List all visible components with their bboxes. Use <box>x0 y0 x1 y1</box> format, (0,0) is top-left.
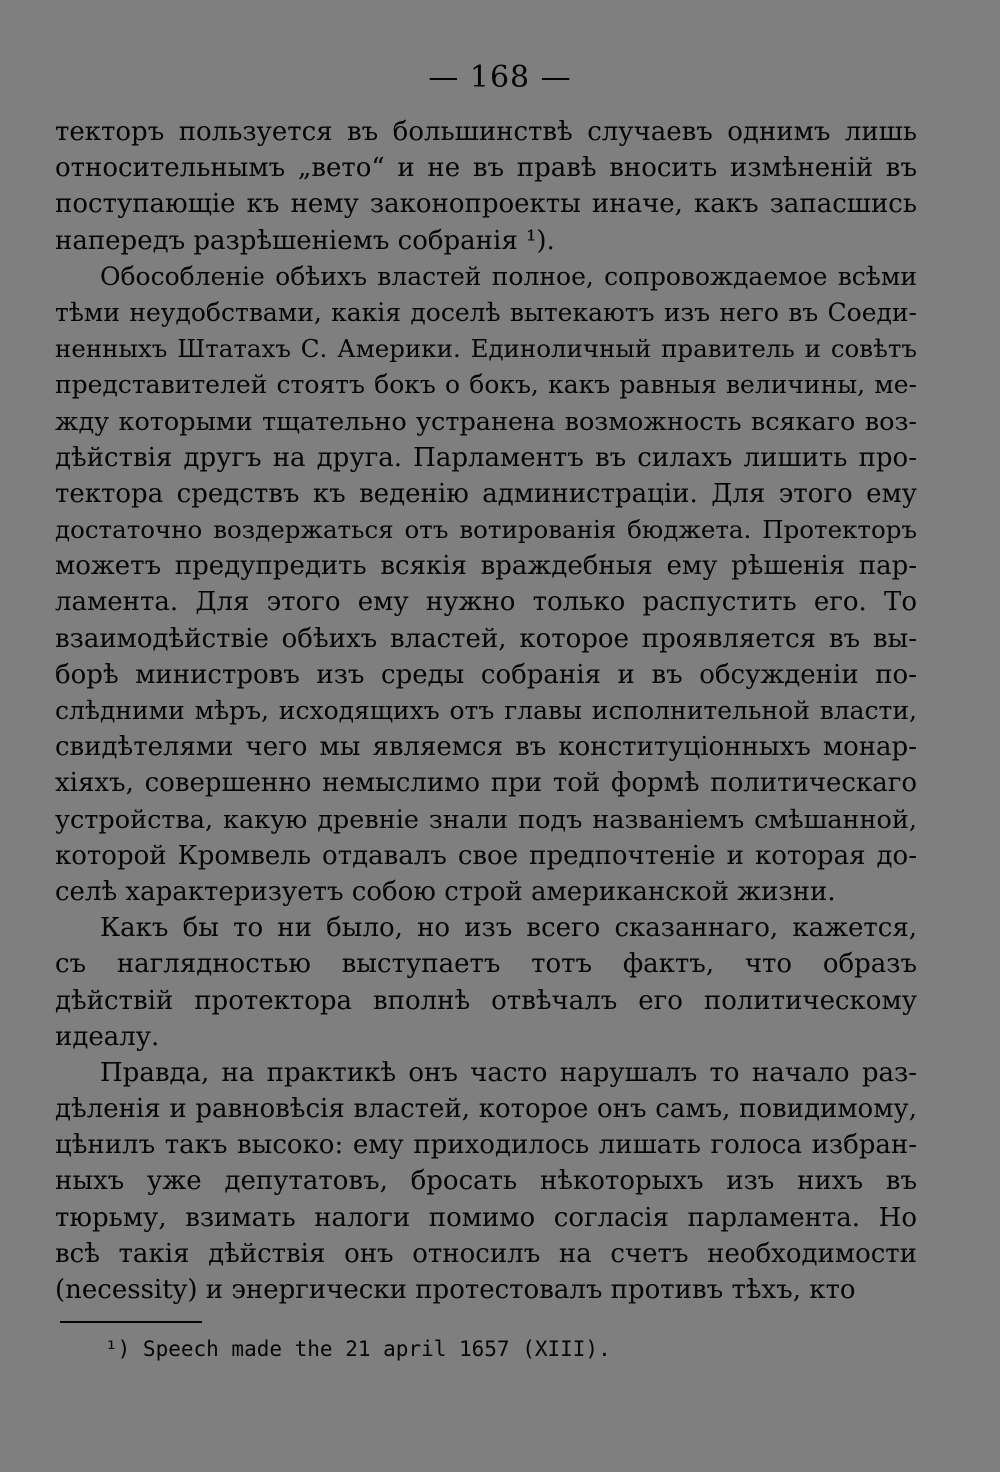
paragraph <box>55 910 917 1055</box>
text-line: представителей стоятъ бокъ о бокъ, какъ равныя величины, ме- <box>55 370 917 400</box>
text-line: хіяхъ, совершенно немыслимо при той формѣ политическаго <box>55 768 917 799</box>
text-line: свидѣтелями чего мы являемся въ конституціонныхъ монар- <box>55 732 917 763</box>
text-line: идеалу. <box>55 1021 160 1052</box>
text-line: тюрьму, взимать налоги помимо согласія парламента. Но <box>55 1202 917 1233</box>
text-line: текторъ пользуется въ большинствѣ случаевъ однимъ лишь <box>55 117 917 147</box>
body-text <box>55 114 917 1308</box>
paragraph <box>55 1055 917 1308</box>
text-line: селѣ характеризуетъ собою строй американской жизни. <box>55 876 836 907</box>
footnote: ¹) Speech made the 21 april 1657 (XIII). <box>105 1337 611 1361</box>
text-line: ненныхъ Штатахъ С. Америки. Единоличный правитель и совѣтъ <box>55 334 917 364</box>
text-line: Правда, на практикѣ онъ часто нарушалъ то начало раз- <box>100 1057 917 1088</box>
text-line: дѣленія и равновѣсія властей, которое онъ самъ, повидимому, <box>55 1094 917 1125</box>
paragraph <box>55 114 917 259</box>
text-line: борѣ министровъ изъ среды собранія и въ обсужденіи по- <box>55 659 917 690</box>
text-line: напередъ разрѣшеніемъ собранія ¹). <box>55 225 555 256</box>
text-line: дѣйствія другъ на друга. Парламентъ въ силахъ лишить про- <box>55 442 917 473</box>
text-line: всѣ такія дѣйствія онъ относилъ на счетъ необходимости <box>55 1238 917 1269</box>
text-line: слѣдними мѣръ, исходящихъ отъ главы исполнительной власти, <box>55 696 917 725</box>
page-number: — 168 — <box>428 60 572 95</box>
text-line: достаточно воздержаться отъ вотированія бюджета. Протекторъ <box>55 515 917 545</box>
text-line: ныхъ уже депутатовъ, бросать нѣкоторыхъ изъ нихъ въ <box>55 1166 917 1197</box>
text-line: ламента. Для этого ему нужно только распустить его. То <box>55 587 917 618</box>
text-line: тектора средствъ къ веденію администраціи. Для этого ему <box>55 478 917 509</box>
text-line: устройства, какую древніе знали подъ названіемъ смѣшанной, <box>55 804 917 835</box>
paragraph <box>55 259 917 910</box>
text-line: жду которыми тщательно устранена возможность всякаго воз- <box>55 406 917 437</box>
text-line: можетъ предупредить всякія враждебныя ему рѣшенія пар- <box>55 551 917 582</box>
text-line: цѣнилъ такъ высоко: ему приходилось лишать голоса избран- <box>55 1130 917 1161</box>
text-line: относительнымъ „вето“ и не въ правѣ вносить измѣненій въ <box>55 153 917 184</box>
footnote-divider <box>60 1321 202 1323</box>
text-line: тѣми неудобствами, какія доселѣ вытекаютъ изъ него въ Соеди- <box>55 297 917 327</box>
text-line: съ наглядностью выступаетъ тотъ фактъ, что образъ <box>55 949 917 980</box>
text-line: Обособленіе обѣихъ властей полное, сопровождаемое всѣми <box>100 261 917 291</box>
text-line: Какъ бы то ни было, но изъ всего сказаннаго, кажется, <box>100 913 917 944</box>
text-line: поступающіе къ нему законопроекты иначе, какъ запасшись <box>55 189 917 220</box>
text-line: взаимодѣйствіе обѣихъ властей, которое проявляется въ вы- <box>55 623 917 654</box>
text-line: (necessity) и энергически протестовалъ противъ тѣхъ, кто <box>55 1275 856 1305</box>
text-line: которой Кромвель отдавалъ свое предпочтеніе и которая до- <box>55 840 917 871</box>
text-line: дѣйствій протектора вполнѣ отвѣчалъ его политическому <box>55 985 917 1016</box>
